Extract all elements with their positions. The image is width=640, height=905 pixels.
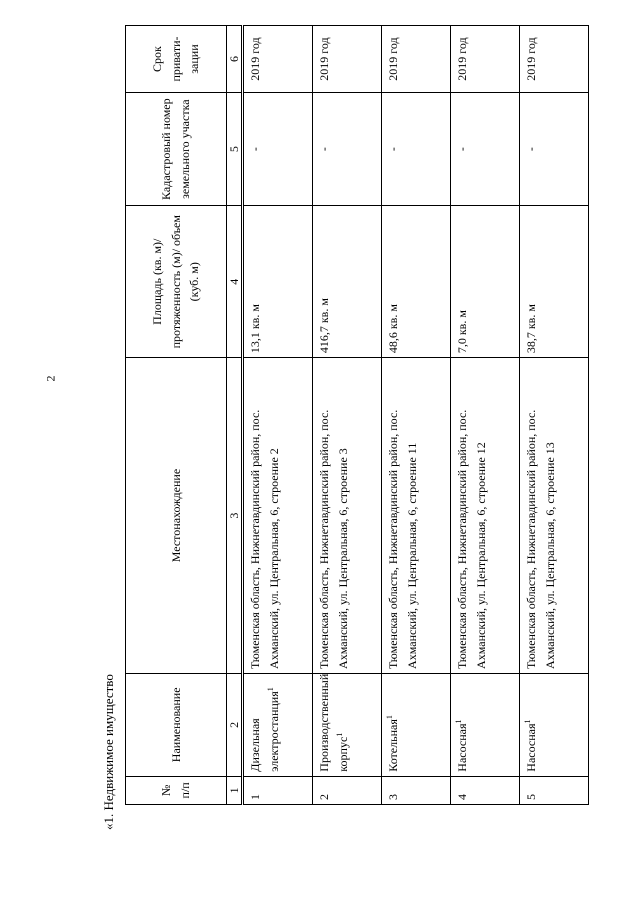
- row-cadastral: -: [243, 93, 313, 206]
- column-number: 4: [227, 206, 243, 358]
- row-number: 5: [520, 776, 589, 804]
- row-name-text: Насосная: [455, 723, 469, 772]
- footnote-mark: 1: [454, 719, 463, 724]
- column-number: 6: [227, 26, 243, 93]
- row-number: 3: [382, 776, 451, 804]
- row-area: 7,0 кв. м: [451, 206, 520, 358]
- row-location: Тюменская область, Нижнетавдинский район, пос. Ахманский, ул. Центральная, 6, строение 13: [520, 358, 589, 674]
- footnote-mark: 1: [265, 687, 275, 692]
- row-name: [243, 673, 313, 776]
- row-term: 2019 год: [520, 26, 589, 93]
- row-number: 2: [313, 776, 382, 804]
- row-area: 13,1 кв. м: [243, 206, 313, 358]
- row-name-text: Дизельная электростанция: [248, 691, 281, 772]
- row-name-text: Котельная: [386, 719, 400, 772]
- header-number: № п/п: [126, 776, 227, 804]
- property-table: [125, 25, 589, 805]
- table-row: [382, 26, 451, 805]
- section-title: «1. Недвижимое имущество: [101, 674, 116, 830]
- row-location: Тюменская область, Нижнетавдинский район, пос. Ахманский, ул. Центральная, 6, строение 11: [382, 358, 451, 674]
- row-location: Тюменская область, Нижнетавдинский район, пос. Ахманский, ул. Центральная, 6, строение 3: [313, 358, 382, 674]
- row-name-text: Насосная: [524, 723, 538, 772]
- column-number: 1: [227, 776, 243, 804]
- footnote-mark: 1: [334, 732, 344, 737]
- rotated-page-content: [95, 25, 565, 855]
- column-number: 3: [227, 358, 243, 674]
- page-number: 2: [43, 375, 58, 382]
- footnote-mark: 1: [523, 719, 532, 724]
- header-area: Площадь (кв. м)/ протяженность (м)/ объем (куб. м): [126, 206, 227, 358]
- row-term: 2019 год: [451, 26, 520, 93]
- row-term: 2019 год: [382, 26, 451, 93]
- row-area: 416,7 кв. м: [313, 206, 382, 358]
- table-row: [313, 26, 382, 805]
- row-name: [382, 673, 451, 776]
- column-number: 2: [227, 673, 243, 776]
- header-location: Местонахождение: [126, 358, 227, 674]
- row-cadastral: -: [382, 93, 451, 206]
- row-term: 2019 год: [313, 26, 382, 93]
- row-name: [451, 673, 520, 776]
- row-location: Тюменская область, Нижнетавдинский район, пос. Ахманский, ул. Центральная, 6, строение 12: [451, 358, 520, 674]
- row-cadastral: -: [520, 93, 589, 206]
- row-cadastral: -: [313, 93, 382, 206]
- column-numbering-row: [227, 26, 243, 805]
- header-name: Наименование: [126, 673, 227, 776]
- row-location: Тюменская область, Нижнетавдинский район, пос. Ахманский, ул. Центральная, 6, строение 2: [243, 358, 313, 674]
- row-cadastral: -: [451, 93, 520, 206]
- column-number: 5: [227, 93, 243, 206]
- header-term: Срок привати- зации: [126, 26, 227, 93]
- row-name-text: Производственный корпус: [317, 673, 350, 772]
- row-area: 48,6 кв. м: [382, 206, 451, 358]
- row-area: 38,7 кв. м: [520, 206, 589, 358]
- header-row: [126, 26, 227, 805]
- row-number: 1: [243, 776, 313, 804]
- row-number: 4: [451, 776, 520, 804]
- table-row: [243, 26, 313, 805]
- row-term: 2019 год: [243, 26, 313, 93]
- footnote-mark: 1: [385, 715, 394, 720]
- header-cadastral: Кадастровый номер земельного участка: [126, 93, 227, 206]
- table-row: [520, 26, 589, 805]
- table-row: [451, 26, 520, 805]
- row-name: [520, 673, 589, 776]
- row-name: [313, 673, 382, 776]
